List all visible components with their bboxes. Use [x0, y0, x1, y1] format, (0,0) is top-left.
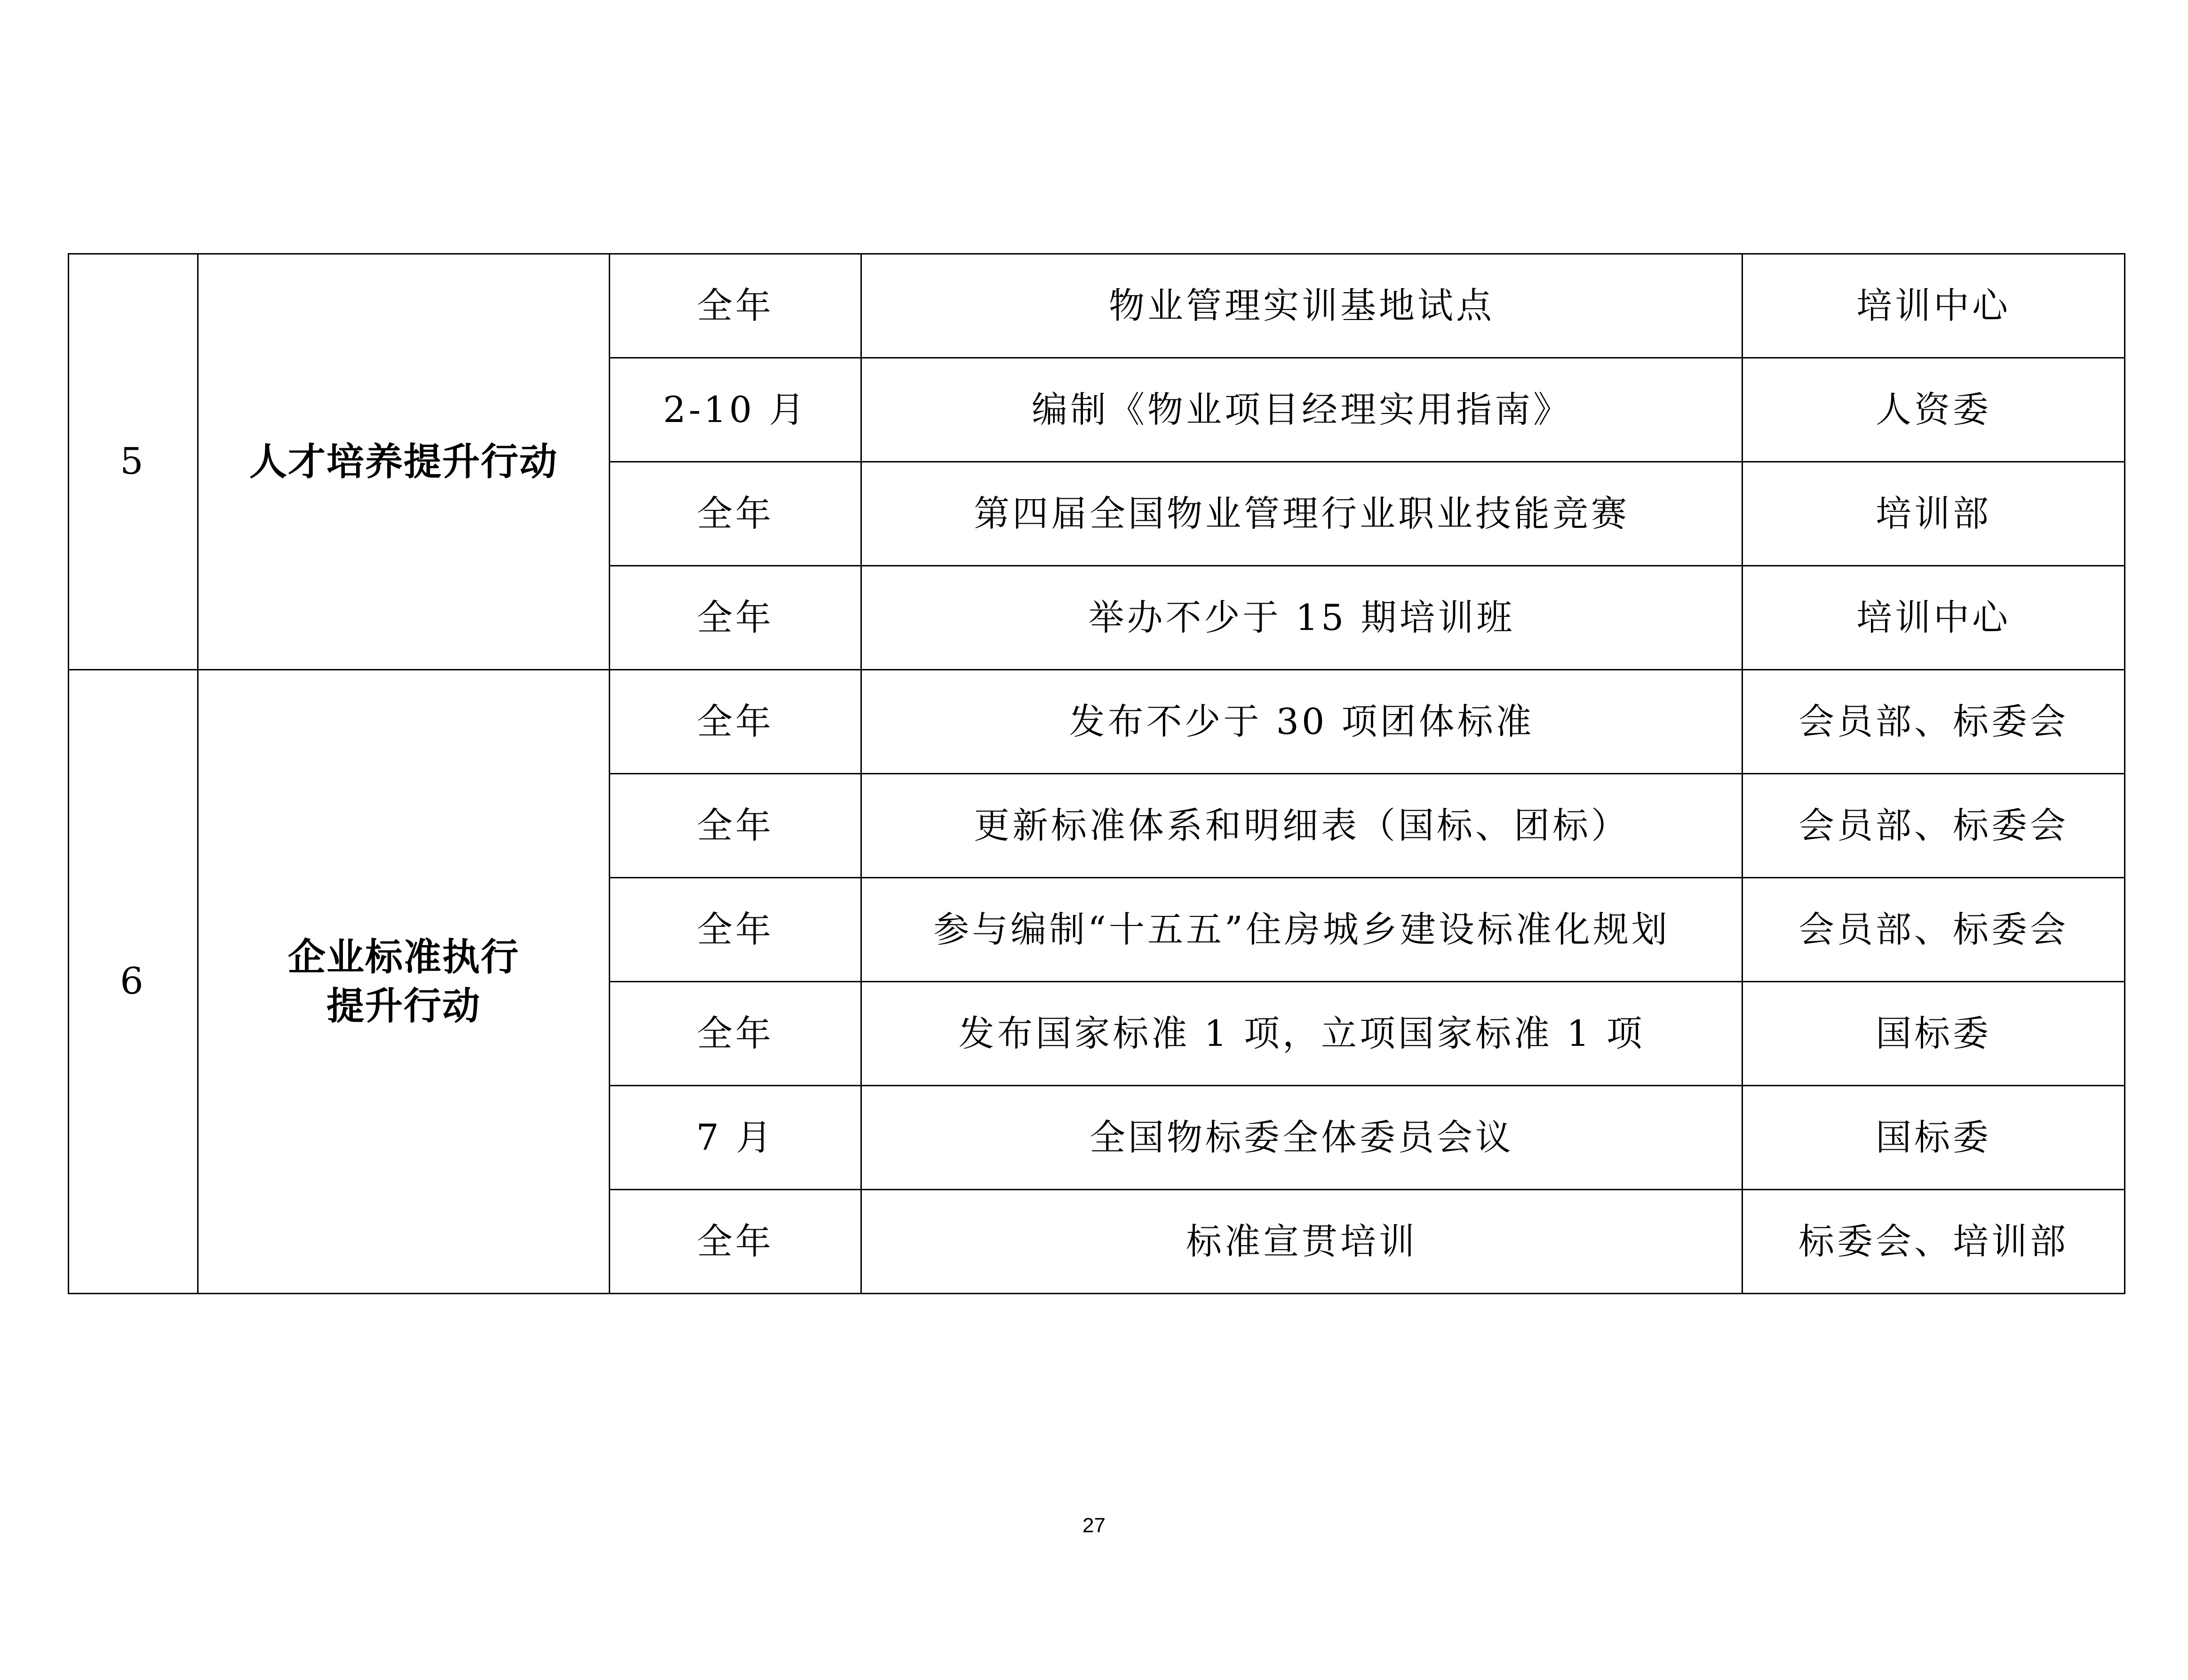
task-cell: 标准宣贯培训 — [861, 1190, 1742, 1294]
task-cell: 更新标准体系和明细表（国标、团标） — [861, 774, 1742, 878]
time-cell: 全年 — [610, 774, 861, 878]
group-title-line: 企业标准执行 — [288, 935, 519, 979]
department-cell: 培训部 — [1742, 462, 2125, 566]
task-cell: 发布不少于 30 项团体标准 — [861, 670, 1742, 774]
time-cell: 全年 — [610, 982, 861, 1086]
group-title-cell — [198, 670, 610, 1294]
action-plan-table-body — [69, 254, 2125, 1294]
department-cell: 国标委 — [1742, 1086, 2125, 1190]
task-cell: 第四届全国物业管理行业职业技能竞赛 — [861, 462, 1742, 566]
time-cell: 7 月 — [610, 1086, 861, 1190]
time-cell: 全年 — [610, 566, 861, 670]
group-title-line: 提升行动 — [326, 984, 481, 1028]
time-cell: 全年 — [610, 462, 861, 566]
group-title-line: 人才培养提升行动 — [249, 439, 558, 484]
group-number-cell: 6 — [69, 670, 198, 1294]
department-cell: 国标委 — [1742, 982, 2125, 1086]
department-cell: 会员部、标委会 — [1742, 774, 2125, 878]
group-title-cell — [198, 254, 610, 670]
time-cell: 2-10 月 — [610, 358, 861, 462]
task-cell: 发布国家标准 1 项，立项国家标准 1 项 — [861, 982, 1742, 1086]
page-number: 27 — [1082, 1514, 1106, 1537]
department-cell: 培训中心 — [1742, 566, 2125, 670]
time-cell: 全年 — [610, 670, 861, 774]
department-cell: 会员部、标委会 — [1742, 670, 2125, 774]
time-cell: 全年 — [610, 1190, 861, 1294]
action-plan-table — [68, 253, 2125, 1294]
department-cell: 会员部、标委会 — [1742, 878, 2125, 982]
task-cell: 举办不少于 15 期培训班 — [861, 566, 1742, 670]
table-row — [69, 670, 2125, 774]
table-row — [69, 254, 2125, 358]
task-cell: 全国物标委全体委员会议 — [861, 1086, 1742, 1190]
group-number-cell: 5 — [69, 254, 198, 670]
time-cell: 全年 — [610, 878, 861, 982]
task-cell: 编制《物业项目经理实用指南》 — [861, 358, 1742, 462]
task-cell: 参与编制“十五五”住房城乡建设标准化规划 — [861, 878, 1742, 982]
department-cell: 培训中心 — [1742, 254, 2125, 358]
department-cell: 标委会、培训部 — [1742, 1190, 2125, 1294]
task-cell: 物业管理实训基地试点 — [861, 254, 1742, 358]
department-cell: 人资委 — [1742, 358, 2125, 462]
time-cell: 全年 — [610, 254, 861, 358]
